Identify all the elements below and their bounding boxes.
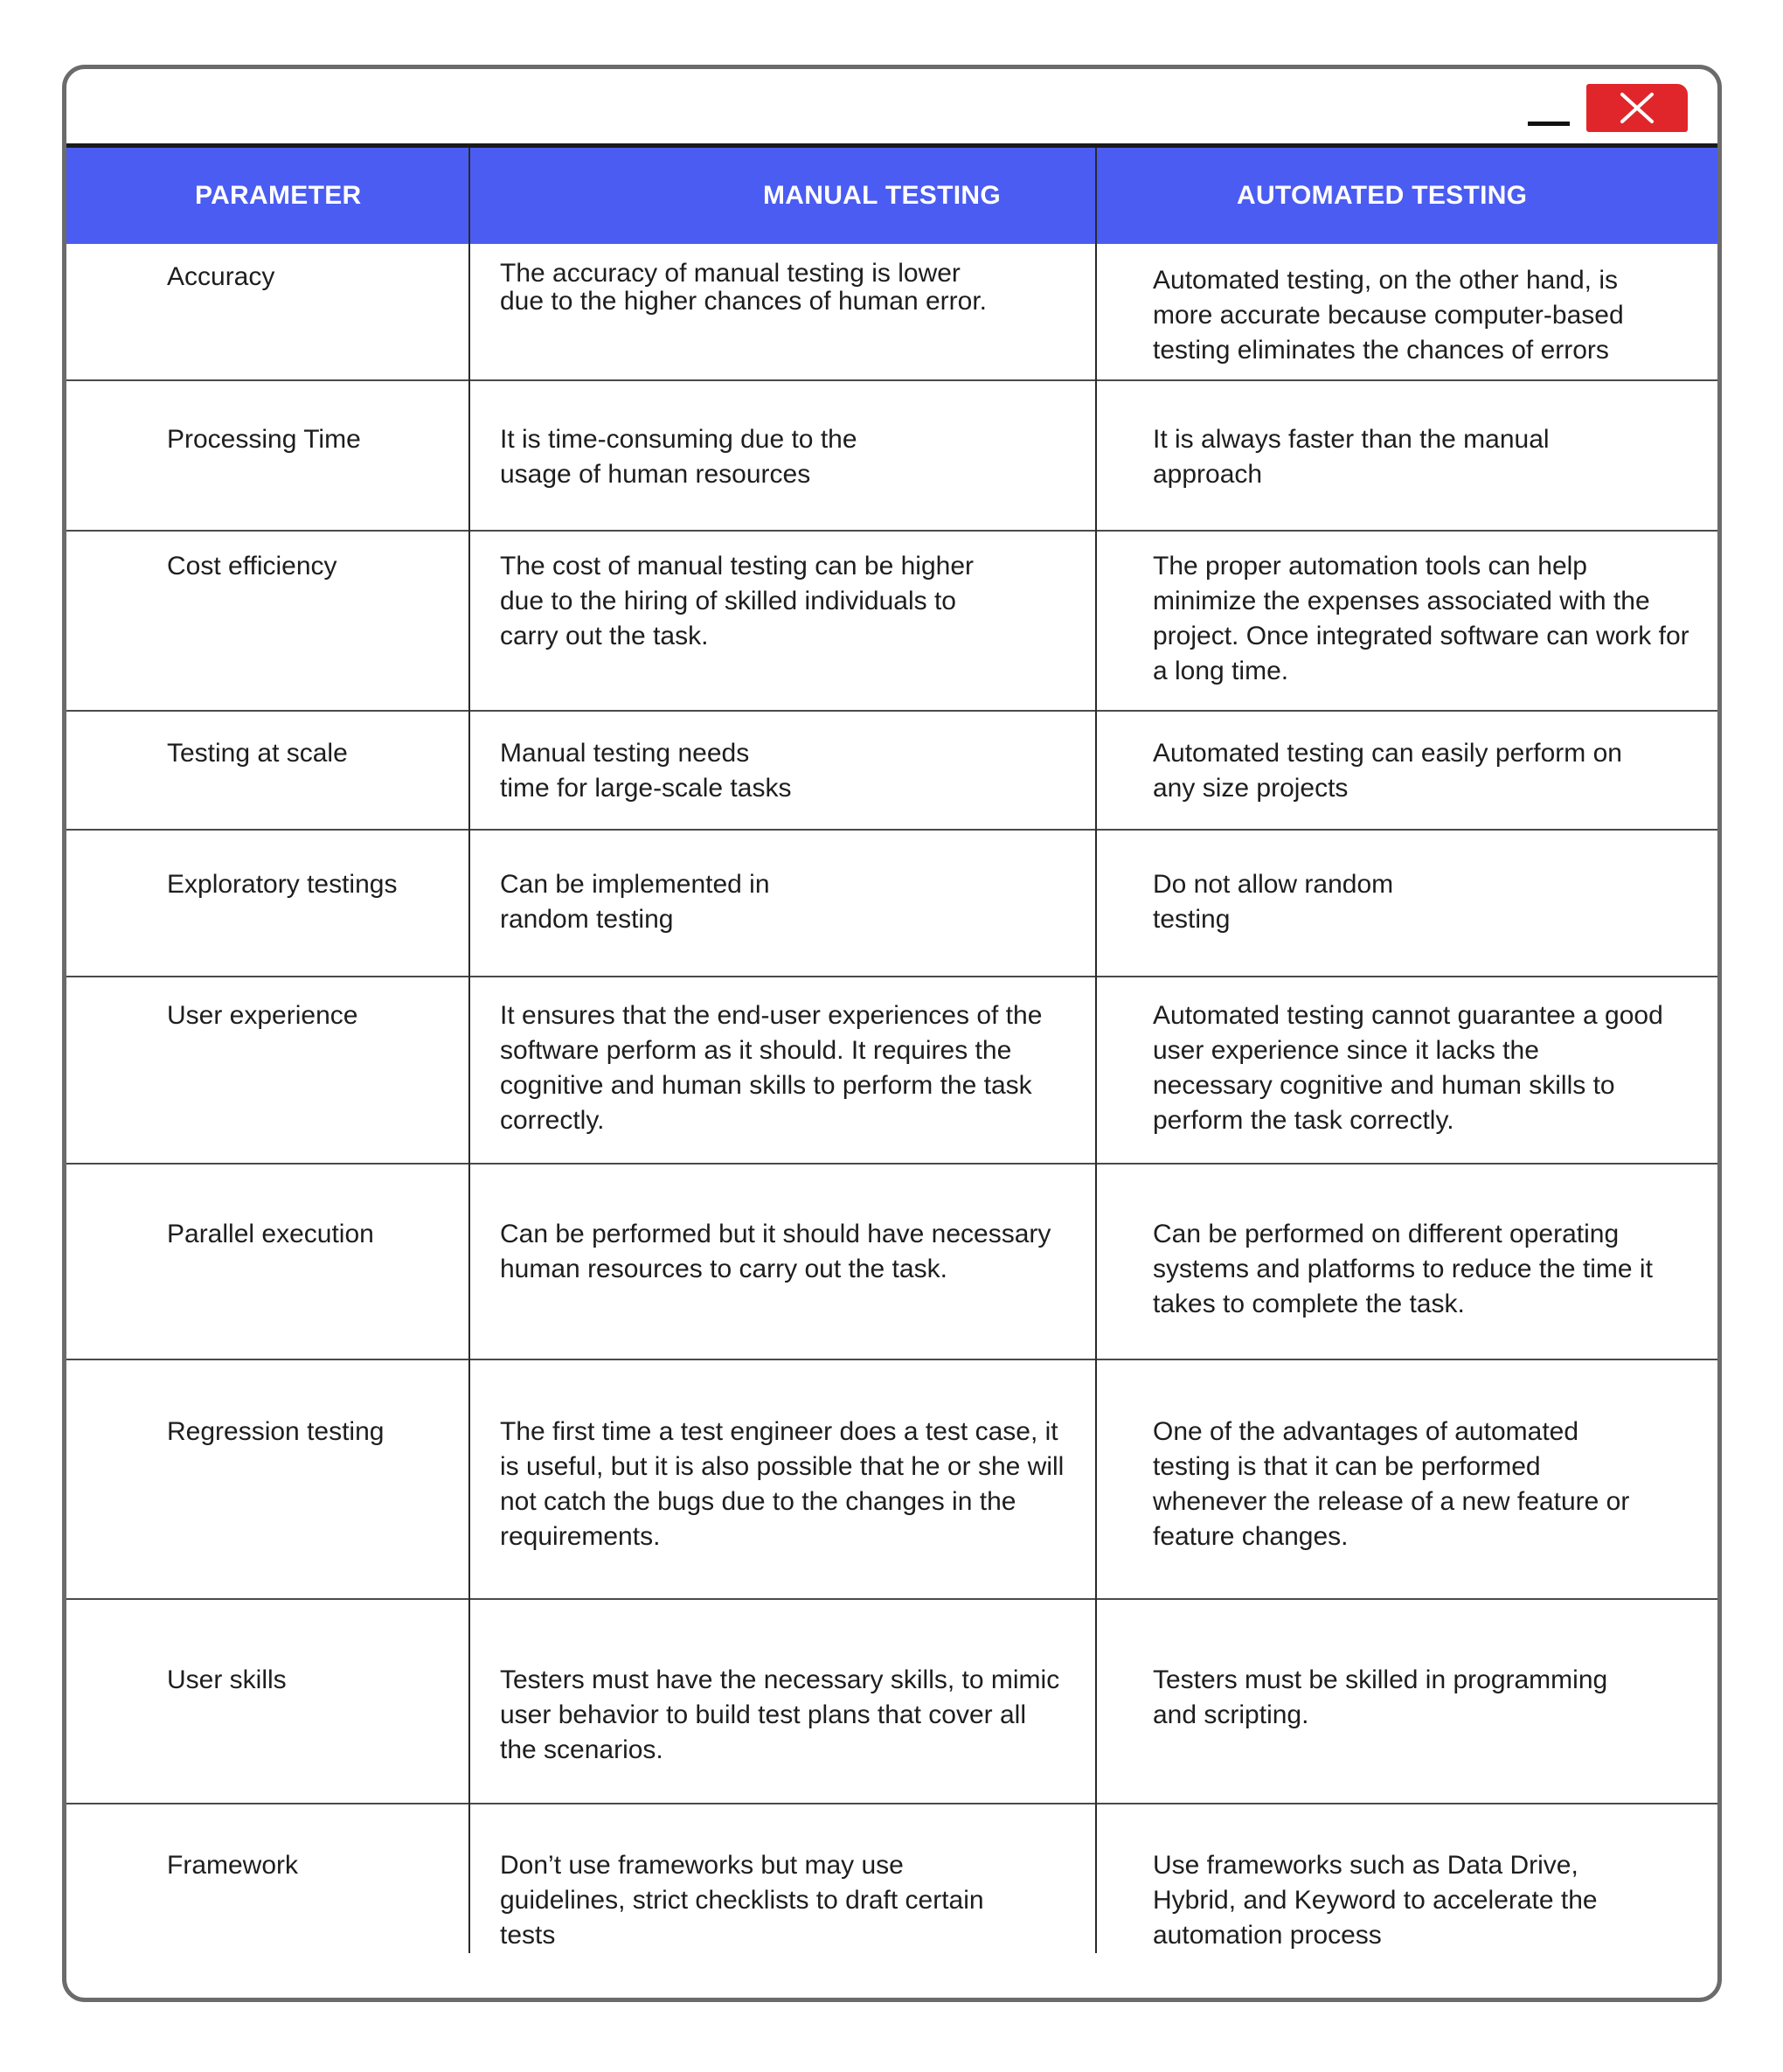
close-button[interactable] — [1586, 84, 1688, 132]
parameter-cell: Testing at scale — [66, 711, 469, 830]
manual-cell: It is time-consuming due to the usage of human resources — [469, 380, 1096, 531]
manual-cell: Don’t use frameworks but may use guidelines, strict checklists to draft certain tests — [469, 1804, 1096, 1953]
table-row — [66, 711, 1717, 830]
comparison-window — [62, 65, 1722, 2002]
title-bar — [66, 69, 1717, 148]
table-row — [66, 380, 1717, 531]
automated-cell: The proper automation tools can help minimize the expenses associated with the project. Once integrated software can work for a long time. — [1096, 531, 1717, 711]
automated-cell: Automated testing can easily perform on any size projects — [1096, 711, 1717, 830]
automated-cell: One of the advantages of automated testing is that it can be performed whenever the release of a new feature or feature changes. — [1096, 1359, 1717, 1599]
manual-cell: The cost of manual testing can be higher due to the hiring of skilled individuals to carry out the task. — [469, 531, 1096, 711]
automated-cell: Testers must be skilled in programming and scripting. — [1096, 1599, 1717, 1804]
header-automated-testing: AUTOMATED TESTING — [1096, 148, 1717, 244]
automated-cell: Automated testing cannot guarantee a good user experience since it lacks the necessary cognitive and human skills to perform the task correctly. — [1096, 977, 1717, 1164]
table-row — [66, 1804, 1717, 1953]
minimize-icon[interactable] — [1528, 122, 1570, 126]
parameter-cell: Cost efficiency — [66, 531, 469, 711]
parameter-cell: Parallel execution — [66, 1164, 469, 1359]
manual-cell: The accuracy of manual testing is lower due to the higher chances of human error. — [469, 244, 1096, 380]
table-row — [66, 830, 1717, 977]
manual-cell: The first time a test engineer does a test case, it is useful, but it is also possible that he or she will not catch the bugs due to the changes in the requirements. — [469, 1359, 1096, 1599]
manual-cell: It ensures that the end-user experiences of the software perform as it should. It requires the cognitive and human skills to perform the task correctly. — [469, 977, 1096, 1164]
parameter-cell: Accuracy — [167, 262, 275, 291]
manual-cell: Testers must have the necessary skills, to mimic user behavior to build test plans that cover all the scenarios. — [469, 1599, 1096, 1804]
automated-cell: Automated testing, on the other hand, is more accurate because computer-based testing eliminates the chances of errors — [1096, 244, 1717, 380]
parameter-cell: User skills — [66, 1599, 469, 1804]
manual-cell: Manual testing needs time for large-scale tasks — [469, 711, 1096, 830]
automated-cell: Do not allow random testing — [1096, 830, 1717, 977]
automated-cell: It is always faster than the manual approach — [1096, 380, 1717, 531]
parameter-cell: Framework — [66, 1804, 469, 1953]
parameter-cell: User experience — [66, 977, 469, 1164]
header-manual-testing: MANUAL TESTING — [469, 148, 1096, 244]
header-parameter: PARAMETER — [66, 148, 469, 244]
automated-cell: Use frameworks such as Data Drive, Hybrid, and Keyword to accelerate the automation process — [1096, 1804, 1717, 1953]
parameter-cell: Exploratory testings — [66, 830, 469, 977]
parameter-cell: Regression testing — [66, 1359, 469, 1599]
table-row — [66, 1164, 1717, 1359]
automated-cell: Can be performed on different operating systems and platforms to reduce the time it takes to complete the task. — [1096, 1164, 1717, 1359]
table-row — [66, 977, 1717, 1164]
table-row — [66, 1599, 1717, 1804]
manual-cell: Can be implemented in random testing — [469, 830, 1096, 977]
close-icon — [1620, 92, 1655, 124]
manual-cell: Can be performed but it should have necessary human resources to carry out the task. — [469, 1164, 1096, 1359]
table-header-row — [66, 148, 1717, 244]
table-row — [66, 1359, 1717, 1599]
parameter-cell: Processing Time — [66, 380, 469, 531]
table-row — [66, 244, 1717, 380]
table-row — [66, 531, 1717, 711]
comparison-table — [66, 148, 1717, 1953]
